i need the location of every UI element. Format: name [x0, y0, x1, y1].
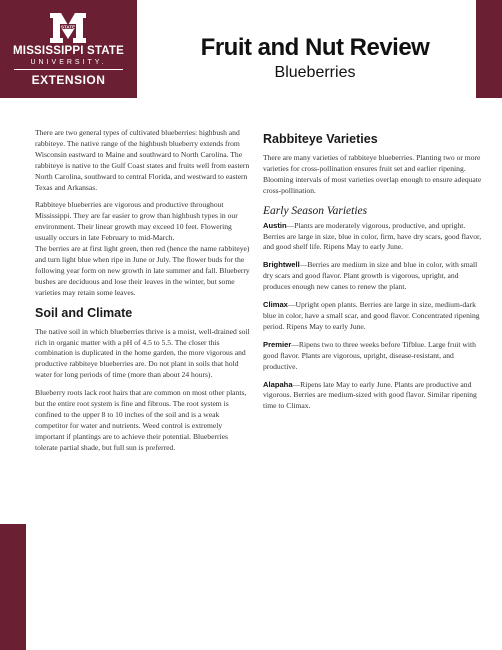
m-state-logo-icon — [48, 11, 88, 45]
extension-logo — [0, 0, 137, 98]
corner-accent-bottom-left — [0, 524, 26, 650]
early-season-heading: Early Season Varieties — [263, 204, 368, 217]
page-subtitle: Blueberries — [274, 64, 356, 81]
variety-item — [263, 221, 485, 254]
varieties-intro: There are many varieties of rabbiteye blueberries. Planting two or more varieties for cross-pollination ensures fruit set and earlier ripening. Blooming intervals of most varieties overlap enough to ensure adequate cross-pollination. — [263, 153, 482, 195]
varieties-heading: Rabbiteye Varieties — [263, 132, 378, 146]
page-title: Fruit and Nut Review — [200, 34, 430, 61]
variety-description: —Berries are medium in size and blue in color, with small dry scars and good flavor. Plant growth is vigorous, upright, and produces enough new canes to renew the plant. — [263, 260, 478, 292]
svg-text:STATE: STATE — [60, 24, 76, 30]
variety-name: Austin — [263, 220, 287, 230]
variety-name: Climax — [263, 300, 288, 310]
variety-description: —Plants are moderately vigorous, productive, and upright. Berries are large in size, blue in color, firm, have dry scars, good flavor, and good shelf life. Ripens May to early June. — [263, 220, 482, 252]
roots-paragraph: Blueberry roots lack root hairs that are common on most other plants, but the entire root system is fine and fibrous. The root system is confined to the upper 8 to 10 inches of the soil and is a weak competitor for water and nutrients. Weed control is extremely important if plantings are to achieve their potential. Blueberries tolerate partial shade, but full sun is preferred. — [35, 388, 247, 452]
berries-paragraph: The berries are at first light green, then red (hence the name rabbiteye) and turn light blue when ripe in June or July. The flower buds for the following year form on new growth in late summer and fall. Blueberry bushes are deciduous and lose their leaves in the winter, but some varieties may retain some leaves. — [35, 244, 250, 297]
right-column — [263, 128, 485, 419]
rabbiteye-paragraph: Rabbiteye blueberries are vigorous and productive throughout Mississippi. They are far easier to grow than highbush types in our environment. Their linear growth may exceed 10 feet. Flowering usually occurs in late February to mid-March. — [35, 200, 238, 243]
variety-item — [263, 300, 485, 333]
logo-university-word: UNIVERSITY. — [30, 59, 107, 66]
variety-description: —Ripens late May to early June. Plants are productive and vigorous. Berries are medium-sized with good flavor. Similar ripening time to Climax. — [263, 379, 477, 411]
variety-item — [263, 260, 485, 293]
intro-paragraph: There are two general types of cultivated blueberries: highbush and rabbiteye. The native range of the highbush blueberry extends from Wisconsin eastward to Maine and southward to North Carolina. The rabbiteye is native to the Gulf Coast states and fruits well from eastern North Carolina, southward to central Florida, and westward to eastern Texas and Arkansas. — [35, 128, 250, 192]
variety-name: Alapaha — [263, 379, 293, 389]
logo-extension-word: EXTENSION — [31, 73, 106, 87]
variety-name: Brightwell — [263, 260, 300, 270]
soil-climate-heading: Soil and Climate — [35, 305, 133, 320]
variety-description: —Ripens two to three weeks before Tifblue. Large fruit with good flavor. Plants are vigorous, upright, disease-resistant, and productive. — [263, 339, 476, 371]
variety-name: Premier — [263, 339, 292, 349]
variety-item — [263, 340, 485, 373]
variety-item — [263, 380, 485, 413]
soil-paragraph: The native soil in which blueberries thrive is a moist, well-drained soil rich in organic matter with a pH of 4.5 to 5.5. The closer this combination is duplicated in the home garden, the more vigorous and productive rabbiteye blueberries are. Do not plant in soils that hold water for long periods of time (more than about 24 hours). — [35, 326, 250, 380]
variety-description: —Upright open plants. Berries are large in size, medium-dark blue in color, have a small scar, and good flavor. Concentrated ripening period. Ripens May to early June. — [263, 300, 480, 331]
logo-university-name: MISSISSIPPI STATE — [13, 45, 124, 57]
left-column — [35, 128, 250, 461]
logo-divider — [14, 69, 123, 70]
